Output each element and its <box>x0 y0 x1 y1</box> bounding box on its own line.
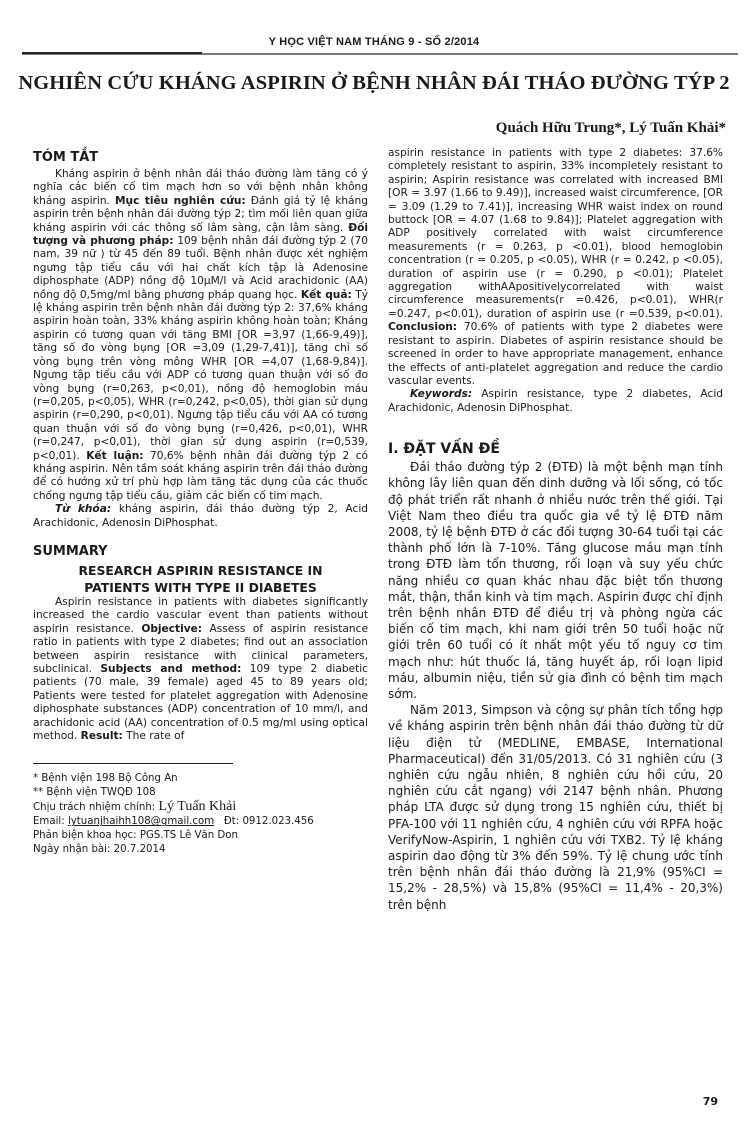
email-link[interactable]: lytuanjhaihh108@gmail.com <box>67 816 215 828</box>
introduction-para-1: Đái tháo đường týp 2 (ĐTĐ) là một bệnh mạn tính không lây liên quan đến dinh dưỡng và lối sống, có tốc độ phát triển rất nhanh ở nhiều nước trên thế giới. Tại Việt Nam theo điều tra quốc gia về tỷ lệ ĐTĐ năm 2008, tỷ lệ bệnh ĐTĐ ở các đối tượng 30-64 tuổi tại các thành phố lớn là 7-10%. Tăng glucose máu mạn tính trong ĐTĐ làm tổn thương, rối loạn và suy yếu chức năng nhiều cơ quan khác nhau đặc biệt tổn thương mắt, thận, thần kinh và tim mạch. Aspirin được chỉ định trên bệnh nhân ĐTĐ để điều trị và phòng ngừa các biến cố tim mạch, khi nam giới trên 50 tuổi hoặc nữ giới trên 60 tuổi có ít nhất một yếu tố nguy cơ tim mạch như: hút thuốc lá, tăng huyết áp, rối loạn lipid máu, albumin niệu, tiền sử gia đình có bệnh tim mạch sớm. <box>388 460 723 701</box>
article-title: NGHIÊN CỨU KHÁNG ASPIRIN Ở BỆNH NHÂN ĐÁI THÁO ĐƯỜNG TÝP 2 <box>18 72 730 94</box>
abstract-vi-conclusion: 70,6% bệnh nhân đái đường týp 2 có kháng aspirin. Nên tầm soát kháng aspirin trên đái tháo đường để có hướng xử trí phù hợp làm tăng tác dụng của các thuốc chống ngưng tập tiểu cầu, giảm các biến cố tim mạch. <box>33 449 369 502</box>
introduction-heading: I. ĐẶT VẤN ĐỀ <box>388 441 500 458</box>
phone: Đt: 0912.023.456 <box>223 816 314 828</box>
left-column <box>33 150 368 857</box>
abstract-vi-objective-label: Mục tiêu nghiên cứu: <box>115 194 246 207</box>
abstract-vi-conclusion-label: Kết luận: <box>86 449 144 462</box>
abstract-vi-method-label: Đối tượng và phương pháp: <box>33 221 368 248</box>
abstract-en-conclusion-label: Conclusion: <box>388 321 458 334</box>
authors: Quách Hữu Trung*, Lý Tuấn Khải* <box>495 120 726 136</box>
abstract-en-conclusion: 70.6% of patients with type 2 diabetes were resistant to aspirin. Diabetes of aspirin resistance should be screened in order to have appropriate management, enhance the effects of anti-platelet aggregation and reduce the cardio vascular events. <box>388 321 723 387</box>
abstract-en-objective-label: Objective: <box>141 622 203 635</box>
responsible-name: Lý Tuấn Khải <box>158 799 237 815</box>
abstract-en-keywords <box>388 388 723 415</box>
abstract-en-keywords-text: Aspirin resistance, type 2 diabetes, Acid Arachidonic, Adenosin DiPhosphat. <box>388 388 723 414</box>
header-rule <box>22 53 738 55</box>
abstract-en-body-part1 <box>33 596 368 743</box>
page-number: 79 <box>702 1095 718 1108</box>
abstract-en-intro: Aspirin resistance in patients with diabetes significantly increased the cardio vascular event than patients without aspirin resistance. <box>33 595 368 635</box>
abstract-vi-keywords-label: Từ khóa: <box>55 503 112 516</box>
abstract-en-method: 109 type 2 diabetic patients (70 male, 39 female) aged 45 to 89 years old; Patients were tested for platelet aggregation with Adenosine diphosphate substances (ADP) concentration of 10 mm/l, and arachidonic acid (AA) concentration of 0.5 mg/ml using optical method. <box>33 663 368 743</box>
received-date: Ngày nhận bài: 20.7.2014 <box>33 844 166 856</box>
abstract-vi-keywords-text: kháng aspirin, đái tháo đường týp 2, Acid Arachidonic, Adenosin DiPhosphat. <box>33 503 368 529</box>
introduction-para-2: Năm 2013, Simpson và cộng sự phân tích tổng hợp về kháng aspirin trên bệnh nhân đái tháo đường từ dữ liệu điện tử (MEDLINE, EMBASE, International Pharmaceutical) đến 31/05/2013. Có 31 nghiên cứu (3 nghiên cứu ngẫu nhiên, 8 nghiên cứu hồi cứu, 20 nghiên cứu cắt ngang) với 2147 bệnh nhân. Phương pháp LTA được sử dụng trong 15 nghiên cứu, thiết bị PFA-100 với 11 nghiên cứu, 4 nghiên cứu với RPFA hoặc VerifyNow-Aspirin, 1 nghiên cứu với TXB2. Tỷ lệ kháng aspirin dao động từ 3% đến 59%. Tỷ lệ chung ước tính trên bệnh nhân đái tháo đường là 21,9% (95%CI = 15,2% - 28,5%) và 15,8% (95%CI = 11,4% - 20,3%) trên bệnh <box>388 703 723 912</box>
abstract-en-body-part2 <box>388 147 723 388</box>
summary-title-line1: RESEARCH ASPIRIN RESISTANCE IN <box>78 562 323 578</box>
responsible-author <box>33 800 368 815</box>
affiliation-1: * Bệnh viện 198 Bộ Công An <box>33 773 178 785</box>
abstract-en-result-part1: The rate of <box>126 730 185 743</box>
footnote-rule <box>33 763 233 764</box>
summary-heading: SUMMARY <box>33 543 108 559</box>
abstract-en-result-label: Result: <box>80 730 123 743</box>
abstract-vi-body <box>33 168 368 503</box>
contact-line <box>33 815 368 829</box>
summary-title-line2: PATIENTS WITH TYPE II DIABETES <box>84 579 317 595</box>
footnotes <box>33 772 368 857</box>
abstract-en-keywords-label: Keywords: <box>410 388 473 401</box>
abstract-en-result-part2: aspirin resistance in patients with type 2 diabetes: 37.6% completely resistant to aspirin, 33% incompletely resistant to aspirin; Aspirin resistance was correlated with increased BMI [OR = 3.97 (1.66 to 9.49)], increased waist circumference, [OR = 3.09 (1.29 to 7.41)], increasing WHR waist index on round buttock [OR = 4.07 (1.68 to 9.84)]; Platelet aggregation with ADP positively correlated with waist circumference measurements (r = 0.263, p <0.01), blood hemoglobin concentration (r = 0.205, p <0.05), WHR (r = 0.242, p <0.05), duration of aspirin use (r = 0.290, p <0.01); Platelet aggregation withAApositivelycorrelated with waist circumference measurements(r =0.426, p<0.01), WHR(r =0.247, p<0.01), duration of aspirin use (r =0.539, p<0.01). <box>388 147 723 320</box>
affiliation-2: ** Bệnh viện TWQĐ 108 <box>33 787 156 799</box>
abstract-vi-result-label: Kết quả: <box>300 288 352 301</box>
abstract-vi-objective: Đánh giá tỷ lệ kháng aspirin trên bệnh nhân đái đường týp 2; tìm mối liên quan giữa kháng aspirin với các thông số lâm sàng, cận lâm sàng. <box>33 194 368 234</box>
abstract-en-method-label: Subjects and method: <box>100 663 242 675</box>
running-head: Y HỌC VIỆT NAM THÁNG 9 - SỐ 2/2014 <box>268 36 480 48</box>
abstract-vi-heading: TÓM TẮT <box>33 150 99 165</box>
abstract-en-objective: Assess of aspirin resistance ratio in patients with type 2 diabetes; find out an association between aspirin resistance with clinical parameters, subclinical. <box>33 622 368 675</box>
right-column <box>388 147 723 913</box>
abstract-vi-result: Tỷ lệ kháng aspirin trên bệnh nhân đái đường týp 2: 37,6% kháng aspirin hoàn toàn, 33% kháng aspirin không hoàn toàn; Kháng aspirin có tương quan với tăng BMI [OR =3,97 (1,66-9,49)], tăng số đo vòng bụng [OR =3,09 (1,29-7,41)], tăng chỉ số vòng bụng trên vòng mông WHR [OR =4,07 (1,68-9,84)]. Ngưng tập tiểu cầu với ADP có tương quan thuận với số đo vòng bụng (r=0,263, p<0,01), nồng độ hemoglobin máu (r=0,205, p<0,05), WHR (r=0,242, p<0,05), thời gian sử dụng aspirin (r=0,290, p<0,01). Ngưng tập tiểu cầu với AA có tương quan thuận với số đo vòng bụng (r=0,426, p<0,01), WHR (r=0,247, p<0,01), thời gian sử dụng aspirin (r=0,539, p<0,01). <box>33 288 368 462</box>
reviewer: Phản biện khoa học: PGS.TS Lê Văn Don <box>33 830 238 842</box>
abstract-vi-method: 109 bệnh nhân đái đường týp 2 (70 nam, 39 nữ ) từ 45 đến 89 tuổi. Bệnh nhân được xét nghiệm ngưng tập tiểu cầu với hai chất kích tập là Adenosine diphosphate (ADP) nồng độ 10µM/l và Acid arachidonic (AA) nồng độ 0,5mg/ml bằng phương pháp quang học. <box>33 235 368 301</box>
responsible-label: Chịu trách nhiệm chính: <box>33 802 156 814</box>
abstract-vi-keywords <box>33 503 368 530</box>
abstract-vi-intro: Kháng aspirin ở bệnh nhân đái tháo đường làm tăng có ý nghĩa các biến cố tim mạch hơn so với bệnh nhân không kháng aspirin. <box>33 168 368 207</box>
email-label: Email: <box>33 816 65 828</box>
